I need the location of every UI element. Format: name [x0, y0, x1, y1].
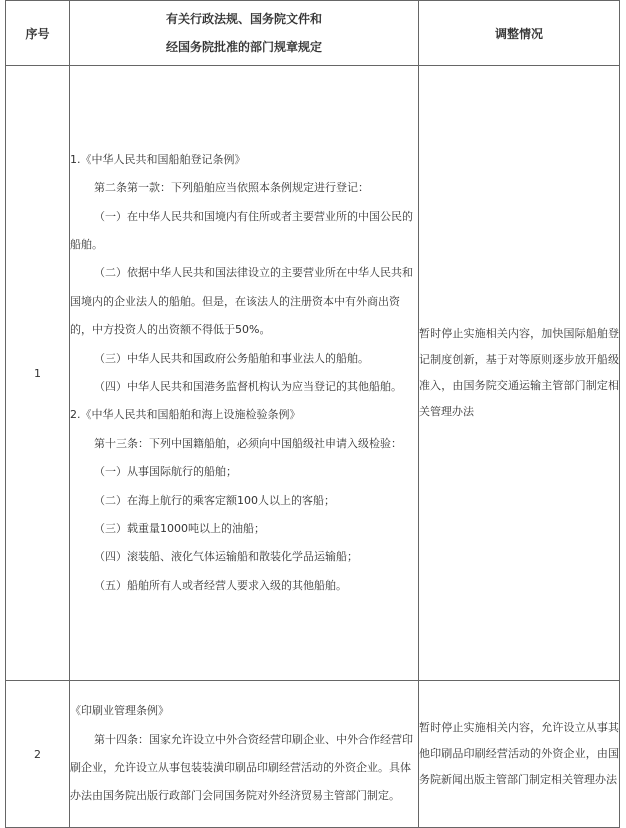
- adjustment-cell: 暂时停止实施相关内容，加快国际船舶登记制度创新，基于对等原则逐步放开船级准入，由国务院交通运输主管部门制定相关管理办法: [419, 66, 620, 681]
- regulation-paragraph: （四）中华人民共和国港务监督机构认为应当登记的其他船舶。: [94, 380, 402, 393]
- regulation-paragraph: （二）在海上航行的乘客定额100人以上的客船；: [94, 493, 335, 507]
- regulation-paragraph: （二）依据中华人民共和国法律设立的主要营业所在中华人民共和国境内的企业法人的船舶。但是，在该法人的注册资本中有外商出资的，中方投资人的出资额不得低于50%。: [70, 266, 413, 337]
- row-index: 1: [6, 66, 70, 681]
- regulation-paragraph: 第二条第一款：下列船舶应当依照本条例规定进行登记：: [94, 181, 369, 195]
- regulation-cell: [70, 66, 419, 681]
- regulation-paragraph: 2.《中华人民共和国船舶和海上设施检验条例》: [70, 408, 301, 422]
- regulation-paragraph: （四）滚装船、液化气体运输船和散装化学品运输船；: [94, 550, 358, 564]
- regulation-paragraph: （一）在中华人民共和国境内有住所或者主要营业所的中国公民的船舶。: [70, 209, 413, 251]
- regulation-adjustment-table: [5, 0, 620, 828]
- row-index: 2: [6, 681, 70, 828]
- regulation-paragraph: 1.《中华人民共和国船舶登记条例》: [70, 152, 246, 166]
- regulation-paragraph: （三）载重量1000吨以上的油船；: [94, 522, 265, 536]
- header-regulation-line1: 有关行政法规、国务院文件和: [165, 12, 322, 26]
- regulation-paragraph: （一）从事国际航行的船舶；: [94, 465, 237, 479]
- table-row: [6, 66, 620, 681]
- table-header-row: [6, 1, 620, 66]
- adjustment-cell: 暂时停止实施相关内容，允许设立从事其他印刷品印刷经营活动的外资企业，由国务院新闻出版主管部门制定相关管理办法: [419, 681, 620, 828]
- regulation-cell: [70, 681, 419, 828]
- regulation-paragraph: 第十四条：国家允许设立中外合资经营印刷企业、中外合作经营印刷企业，允许设立从事包装装潢印刷品印刷经营活动的外资企业。具体办法由国务院出版行政部门会同国务院对外经济贸易主管部门制定。: [70, 732, 413, 803]
- header-index: 序号: [6, 1, 70, 66]
- regulation-paragraph: 《印刷业管理条例》: [70, 704, 169, 718]
- header-adjustment: 调整情况: [419, 1, 620, 66]
- header-regulation-line2: 经国务院批准的部门规章规定: [165, 40, 322, 54]
- regulation-paragraph: 第十三条：下列中国籍船舶，必须向中国船级社申请入级检验：: [94, 436, 402, 450]
- regulation-paragraph: （五）船舶所有人或者经营人要求入级的其他船舶。: [94, 578, 347, 592]
- header-regulation: [70, 1, 419, 66]
- table-row: [6, 681, 620, 828]
- regulation-paragraph: （三）中华人民共和国政府公务船舶和事业法人的船舶。: [94, 351, 369, 365]
